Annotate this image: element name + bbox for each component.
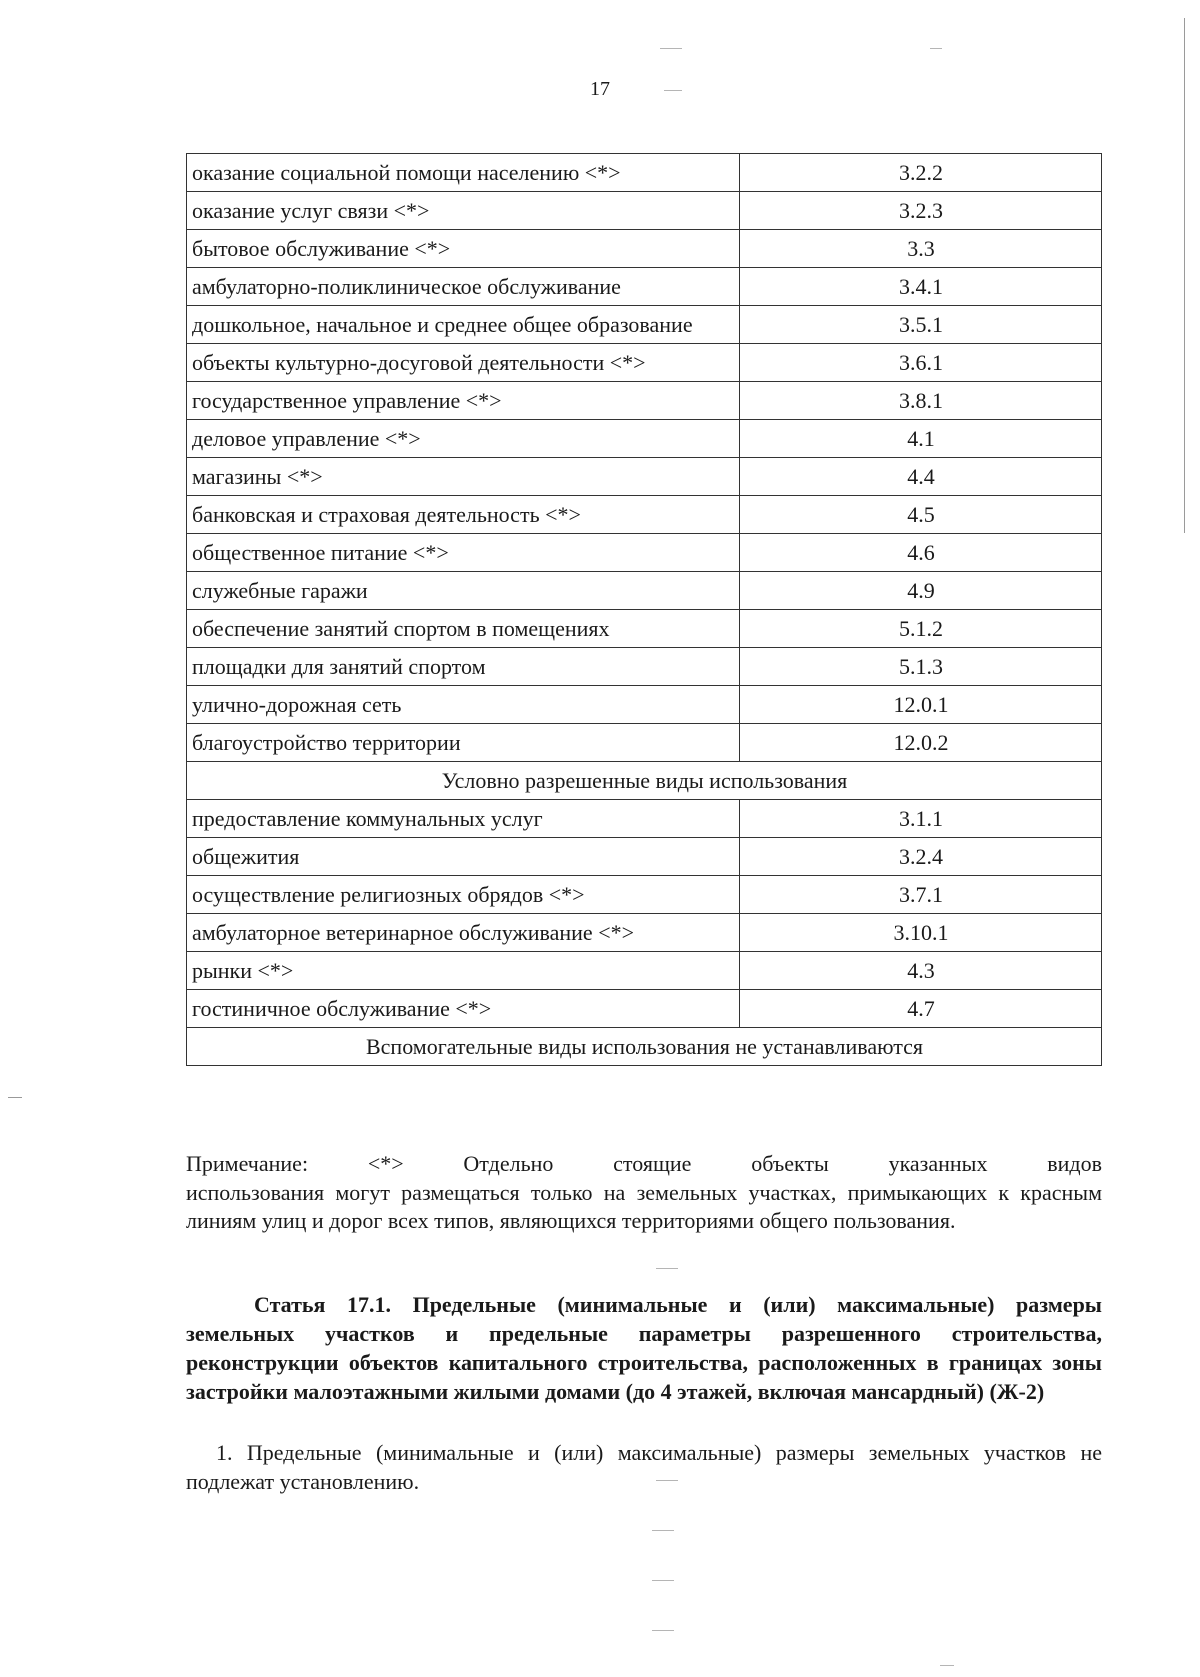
conditional-uses-rows (187, 800, 1102, 1028)
use-name-cell: гостиничное обслуживание <*> (187, 990, 740, 1028)
table-row (187, 572, 1102, 610)
article-heading: Статья 17.1. Предельные (минимальные и (или) максимальные) размеры земельных участков и предельные параметры разрешенного строительства, реконструкции объектов капитального строительства, расположенных в границах зоны застройки малоэтажными жилыми домами (до 4 этажей, включая мансардный) (Ж-2) (186, 1292, 1102, 1404)
use-code-cell: 3.4.1 (740, 268, 1102, 306)
use-name-cell: осуществление религиозных обрядов <*> (187, 876, 740, 914)
use-name-cell: рынки <*> (187, 952, 740, 990)
scan-margin-mark (8, 1097, 22, 1098)
use-code-cell: 3.2.3 (740, 192, 1102, 230)
auxiliary-uses-note: Вспомогательные виды использования не устанавливаются (187, 1028, 1102, 1066)
conditional-uses-header-row (187, 762, 1102, 800)
use-code-cell: 4.6 (740, 534, 1102, 572)
scan-artifact (664, 90, 682, 91)
scan-edge-line (1184, 18, 1185, 533)
table-row (187, 458, 1102, 496)
use-code-cell: 3.8.1 (740, 382, 1102, 420)
use-code-cell: 5.1.2 (740, 610, 1102, 648)
use-name-cell: государственное управление <*> (187, 382, 740, 420)
use-name-cell: общежития (187, 838, 740, 876)
use-code-cell: 3.1.1 (740, 800, 1102, 838)
auxiliary-uses-row (187, 1028, 1102, 1066)
table-row (187, 686, 1102, 724)
use-name-cell: магазины <*> (187, 458, 740, 496)
table-row (187, 534, 1102, 572)
use-name-cell: амбулаторное ветеринарное обслуживание <*> (187, 914, 740, 952)
table-row (187, 306, 1102, 344)
use-name-cell: банковская и страховая деятельность <*> (187, 496, 740, 534)
table-row (187, 914, 1102, 952)
permitted-uses-rows (187, 154, 1102, 762)
table-row (187, 344, 1102, 382)
use-code-cell: 4.1 (740, 420, 1102, 458)
use-name-cell: предоставление коммунальных услуг (187, 800, 740, 838)
table-row (187, 382, 1102, 420)
use-code-cell: 3.5.1 (740, 306, 1102, 344)
use-code-cell: 12.0.1 (740, 686, 1102, 724)
use-name-cell: амбулаторно-поликлиническое обслуживание (187, 268, 740, 306)
table-row (187, 610, 1102, 648)
table-row (187, 230, 1102, 268)
use-code-cell: 5.1.3 (740, 648, 1102, 686)
table-row (187, 800, 1102, 838)
land-use-table (186, 153, 1102, 1066)
use-name-cell: деловое управление <*> (187, 420, 740, 458)
use-code-cell: 3.10.1 (740, 914, 1102, 952)
use-code-cell: 4.3 (740, 952, 1102, 990)
conditional-uses-header: Условно разрешенные виды использования (187, 762, 1102, 800)
use-name-cell: улично-дорожная сеть (187, 686, 740, 724)
table-row (187, 268, 1102, 306)
scan-artifact (930, 48, 942, 49)
use-code-cell: 3.7.1 (740, 876, 1102, 914)
table-row (187, 990, 1102, 1028)
footnote (186, 1150, 1102, 1236)
use-name-cell: оказание социальной помощи населению <*> (187, 154, 740, 192)
scan-artifact (660, 48, 682, 49)
scan-artifact (652, 1530, 674, 1531)
use-name-cell: дошкольное, начальное и среднее общее образование (187, 306, 740, 344)
table-row (187, 876, 1102, 914)
use-code-cell: 3.3 (740, 230, 1102, 268)
paragraph-1: 1. Предельные (минимальные и (или) максимальные) размеры земельных участков не подлежат установлению. (186, 1440, 1102, 1494)
footnote-text: использования могут размещаться только на земельных участках, примыкающих к красным линиям улиц и дорог всех типов, являющихся территориями общего пользования. (186, 1179, 1102, 1233)
use-name-cell: оказание услуг связи <*> (187, 192, 740, 230)
use-name-cell: бытовое обслуживание <*> (187, 230, 740, 268)
scan-artifact (652, 1630, 674, 1631)
use-name-cell: служебные гаражи (187, 572, 740, 610)
scan-artifact (940, 1665, 954, 1666)
footnote-first-line: Примечание: <*> Отдельно стоящие объекты указанных видов (186, 1151, 1102, 1176)
use-code-cell: 3.2.2 (740, 154, 1102, 192)
use-code-cell: 4.5 (740, 496, 1102, 534)
use-name-cell: общественное питание <*> (187, 534, 740, 572)
table-row (187, 420, 1102, 458)
use-name-cell: обеспечение занятий спортом в помещениях (187, 610, 740, 648)
use-name-cell: благоустройство территории (187, 724, 740, 762)
use-code-cell: 3.2.4 (740, 838, 1102, 876)
table-row (187, 192, 1102, 230)
table-row (187, 154, 1102, 192)
use-name-cell: объекты культурно-досуговой деятельности <*> (187, 344, 740, 382)
table-row (187, 838, 1102, 876)
use-name-cell: площадки для занятий спортом (187, 648, 740, 686)
use-code-cell: 3.6.1 (740, 344, 1102, 382)
use-code-cell: 12.0.2 (740, 724, 1102, 762)
table-row (187, 724, 1102, 762)
table-row (187, 952, 1102, 990)
use-code-cell: 4.4 (740, 458, 1102, 496)
use-code-cell: 4.7 (740, 990, 1102, 1028)
scan-artifact (652, 1580, 674, 1581)
scan-artifact (656, 1268, 678, 1269)
table-row (187, 648, 1102, 686)
table-row (187, 496, 1102, 534)
page-number: 17 (590, 78, 610, 100)
use-code-cell: 4.9 (740, 572, 1102, 610)
